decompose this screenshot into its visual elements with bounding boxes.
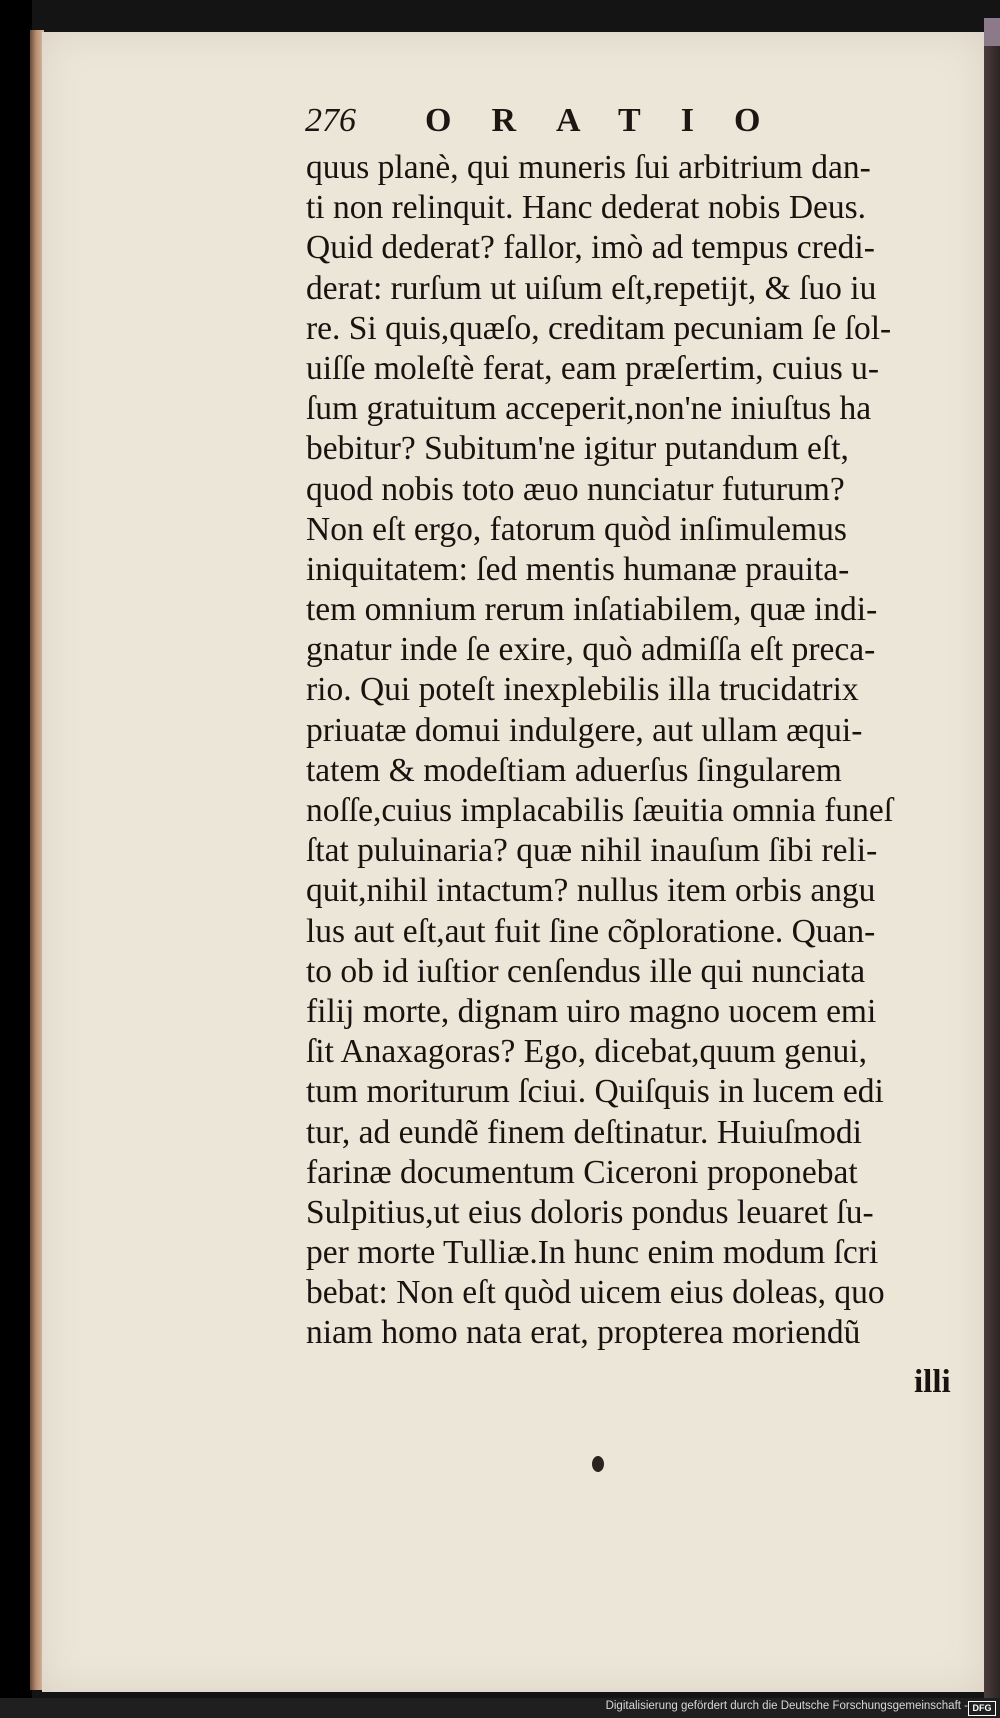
text-line: tum moriturum ſciui. Quiſquis in lucem edi xyxy=(306,1073,884,1111)
text-line: ti non relinquit. Hanc dederat nobis Deus. xyxy=(306,189,867,227)
running-title: ORATIO xyxy=(425,102,801,139)
ink-mark xyxy=(592,1456,604,1472)
text-line: derat: rurſum ut uiſum eſt,repetijt, & ſuo iu xyxy=(306,269,877,307)
text-line: tatem & modeſtiam aduerſus ſingularem xyxy=(306,751,842,789)
scan-left-margin xyxy=(0,0,32,1718)
book-spine xyxy=(984,18,1000,1698)
text-line: priuatæ domui indulgere, aut ullam æqui- xyxy=(306,711,863,749)
text-line: quod nobis toto æuo nunciatur futurum? xyxy=(306,470,845,508)
text-line: bebitur? Subitum'ne igitur putandum eſt, xyxy=(306,430,849,468)
text-line: tem omnium rerum inſatiabilem, quæ indi- xyxy=(306,591,878,629)
text-line: niam homo nata erat, propterea moriendũ xyxy=(306,1314,861,1352)
text-line: quit,nihil intactum? nullus item orbis angu xyxy=(306,872,876,910)
page-header xyxy=(305,98,945,146)
text-line: farinæ documentum Ciceroni proponebat xyxy=(306,1153,858,1191)
catchword: illi xyxy=(914,1364,951,1400)
text-line: to ob id iuſtior cenſendus ille qui nunciata xyxy=(306,952,866,990)
text-line: tur, ad eundẽ finem deſtinatur. Huiuſmodi xyxy=(306,1113,862,1151)
digitization-footer xyxy=(0,1698,1000,1718)
text-line: per morte Tulliæ.In hunc enim modum ſcri xyxy=(306,1234,879,1272)
text-line: bebat: Non eſt quòd uicem eius doleas, quo xyxy=(306,1274,885,1312)
text-line: noſſe,cuius implacabilis ſæuitia omnia funeſ xyxy=(306,792,894,829)
text-line: ſum gratuitum acceperit,non'ne iniuſtus ha xyxy=(306,390,872,428)
text-line: quus planè, qui muneris ſui arbitrium dan- xyxy=(306,149,871,186)
text-line: iniquitatem: ſed mentis humanæ prauita- xyxy=(306,550,850,588)
text-line: uiſſe moleſtè ferat, eam præſertim, cuius u- xyxy=(306,349,880,387)
page-number: 276 xyxy=(305,102,356,139)
bookmark-tab xyxy=(984,18,1000,46)
text-line: re. Si quis,quæſo, creditam pecuniam ſe ſol- xyxy=(306,309,892,347)
dfg-logo-icon: DFG xyxy=(968,1701,996,1716)
footer-credit: Digitalisierung gefördert durch die Deutsche Forschungsgemeinschaft - xyxy=(605,1700,968,1712)
text-line: Sulpitius,ut eius doloris pondus leuaret ſu- xyxy=(306,1193,874,1231)
text-line: gnatur inde ſe exire, quò admiſſa eſt preca- xyxy=(306,631,876,669)
text-line: rio. Qui poteſt inexplebilis illa trucidatrix xyxy=(306,671,859,709)
text-line: lus aut eſt,aut fuit ſine cõploratione. Quan- xyxy=(306,912,876,950)
text-line: Quid dederat? fallor, imò ad tempus credi- xyxy=(306,229,875,267)
text-line: ſtat puluinaria? quæ nihil inauſum ſibi reli- xyxy=(306,832,878,870)
text-line: ſit Anaxagoras? Ego, dicebat,quum genui, xyxy=(306,1033,867,1071)
text-line: filij morte, dignam uiro magno uocem emi xyxy=(306,992,877,1030)
text-line: Non eſt ergo, fatorum quòd inſimulemus xyxy=(306,510,847,548)
text-body xyxy=(306,148,952,1354)
